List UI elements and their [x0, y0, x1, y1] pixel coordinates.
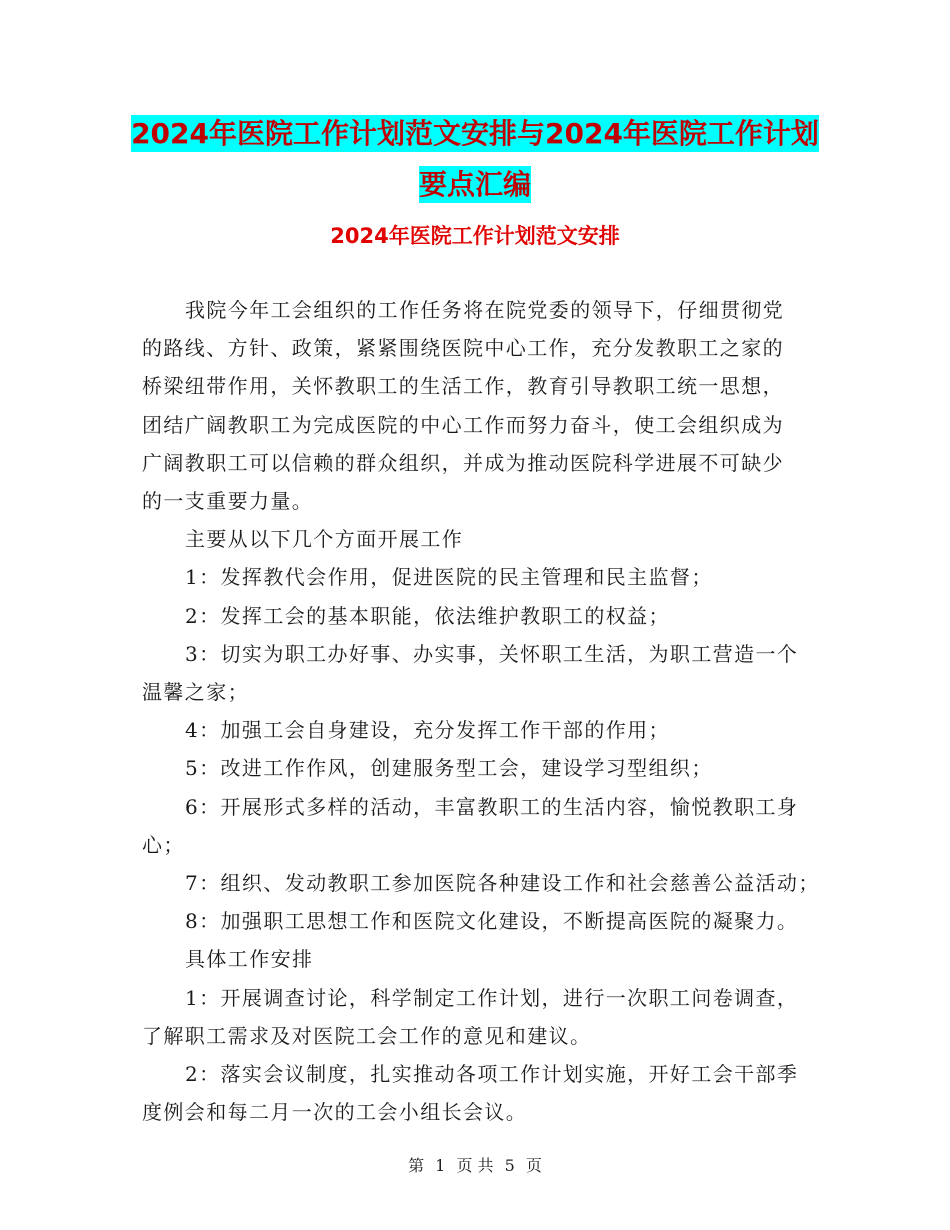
body-line: 了解职工需求及对医院工会工作的意见和建议。 [142, 1023, 592, 1048]
body-line: 桥梁纽带作用，关怀教职工的生活工作，教育引导教职工统一思想， [142, 374, 784, 399]
page-footer [0, 1155, 950, 1177]
body-line: 6：开展形式多样的活动，丰富教职工的生活内容，愉悦教职工身 [185, 794, 799, 819]
body-line: 4：加强工会自身建设，充分发挥工作干部的作用； [185, 718, 670, 743]
body-line: 广阔教职工可以信赖的群众组织，并成为推动医院科学进展不可缺少 [142, 450, 784, 475]
body-line: 3：切实为职工办好事、办实事，关怀职工生活，为职工营造一个 [185, 641, 799, 666]
document-body [142, 291, 820, 1131]
footer-total-pages: 5 [504, 1156, 515, 1175]
document-title-line-2: 要点汇编 [418, 168, 531, 201]
body-line: 团结广阔教职工为完成医院的中心工作而努力奋斗，使工会组织成为 [142, 412, 784, 437]
document-title-line-1: 2024年医院工作计划范文安排与2024年医院工作计划 [131, 117, 819, 150]
body-line: 5：改进工作作风，创建服务型工会，建设学习型组织； [185, 756, 713, 781]
document-title [100, 108, 850, 210]
footer-page-number: 1 [435, 1156, 446, 1175]
body-line: 的一支重要力量。 [142, 489, 314, 514]
footer-prefix: 第 [408, 1156, 425, 1175]
body-line: 8：加强职工思想工作和医院文化建设，不断提高医院的凝聚力。 [185, 909, 799, 934]
body-line: 2：落实会议制度，扎实推动各项工作计划实施，开好工会干部季 [185, 1062, 799, 1087]
body-line: 度例会和每二月一次的工会小组长会议。 [142, 1100, 528, 1125]
section-title: 2024年医院工作计划范文安排 [330, 224, 620, 248]
body-line: 温馨之家； [142, 680, 249, 705]
body-line: 2：发挥工会的基本职能，依法维护教职工的权益； [185, 603, 670, 628]
body-line: 具体工作安排 [185, 947, 314, 972]
body-line: 主要从以下几个方面开展工作 [185, 527, 464, 552]
body-line: 1：开展调查讨论，科学制定工作计划，进行一次职工问卷调查， [185, 985, 799, 1010]
body-line: 7：组织、发动教职工参加医院各种建设工作和社会慈善公益活动； [185, 871, 820, 896]
footer-suffix: 页 [525, 1156, 542, 1175]
body-line: 我院今年工会组织的工作任务将在院党委的领导下，仔细贯彻党 [185, 298, 785, 322]
footer-middle: 页 共 [456, 1156, 494, 1175]
body-line: 心； [142, 832, 185, 857]
body-line: 1：发挥教代会作用，促进医院的民主管理和民主监督； [185, 565, 713, 590]
body-line: 的路线、方针、政策，紧紧围绕医院中心工作，充分发教职工之家的 [142, 336, 784, 361]
